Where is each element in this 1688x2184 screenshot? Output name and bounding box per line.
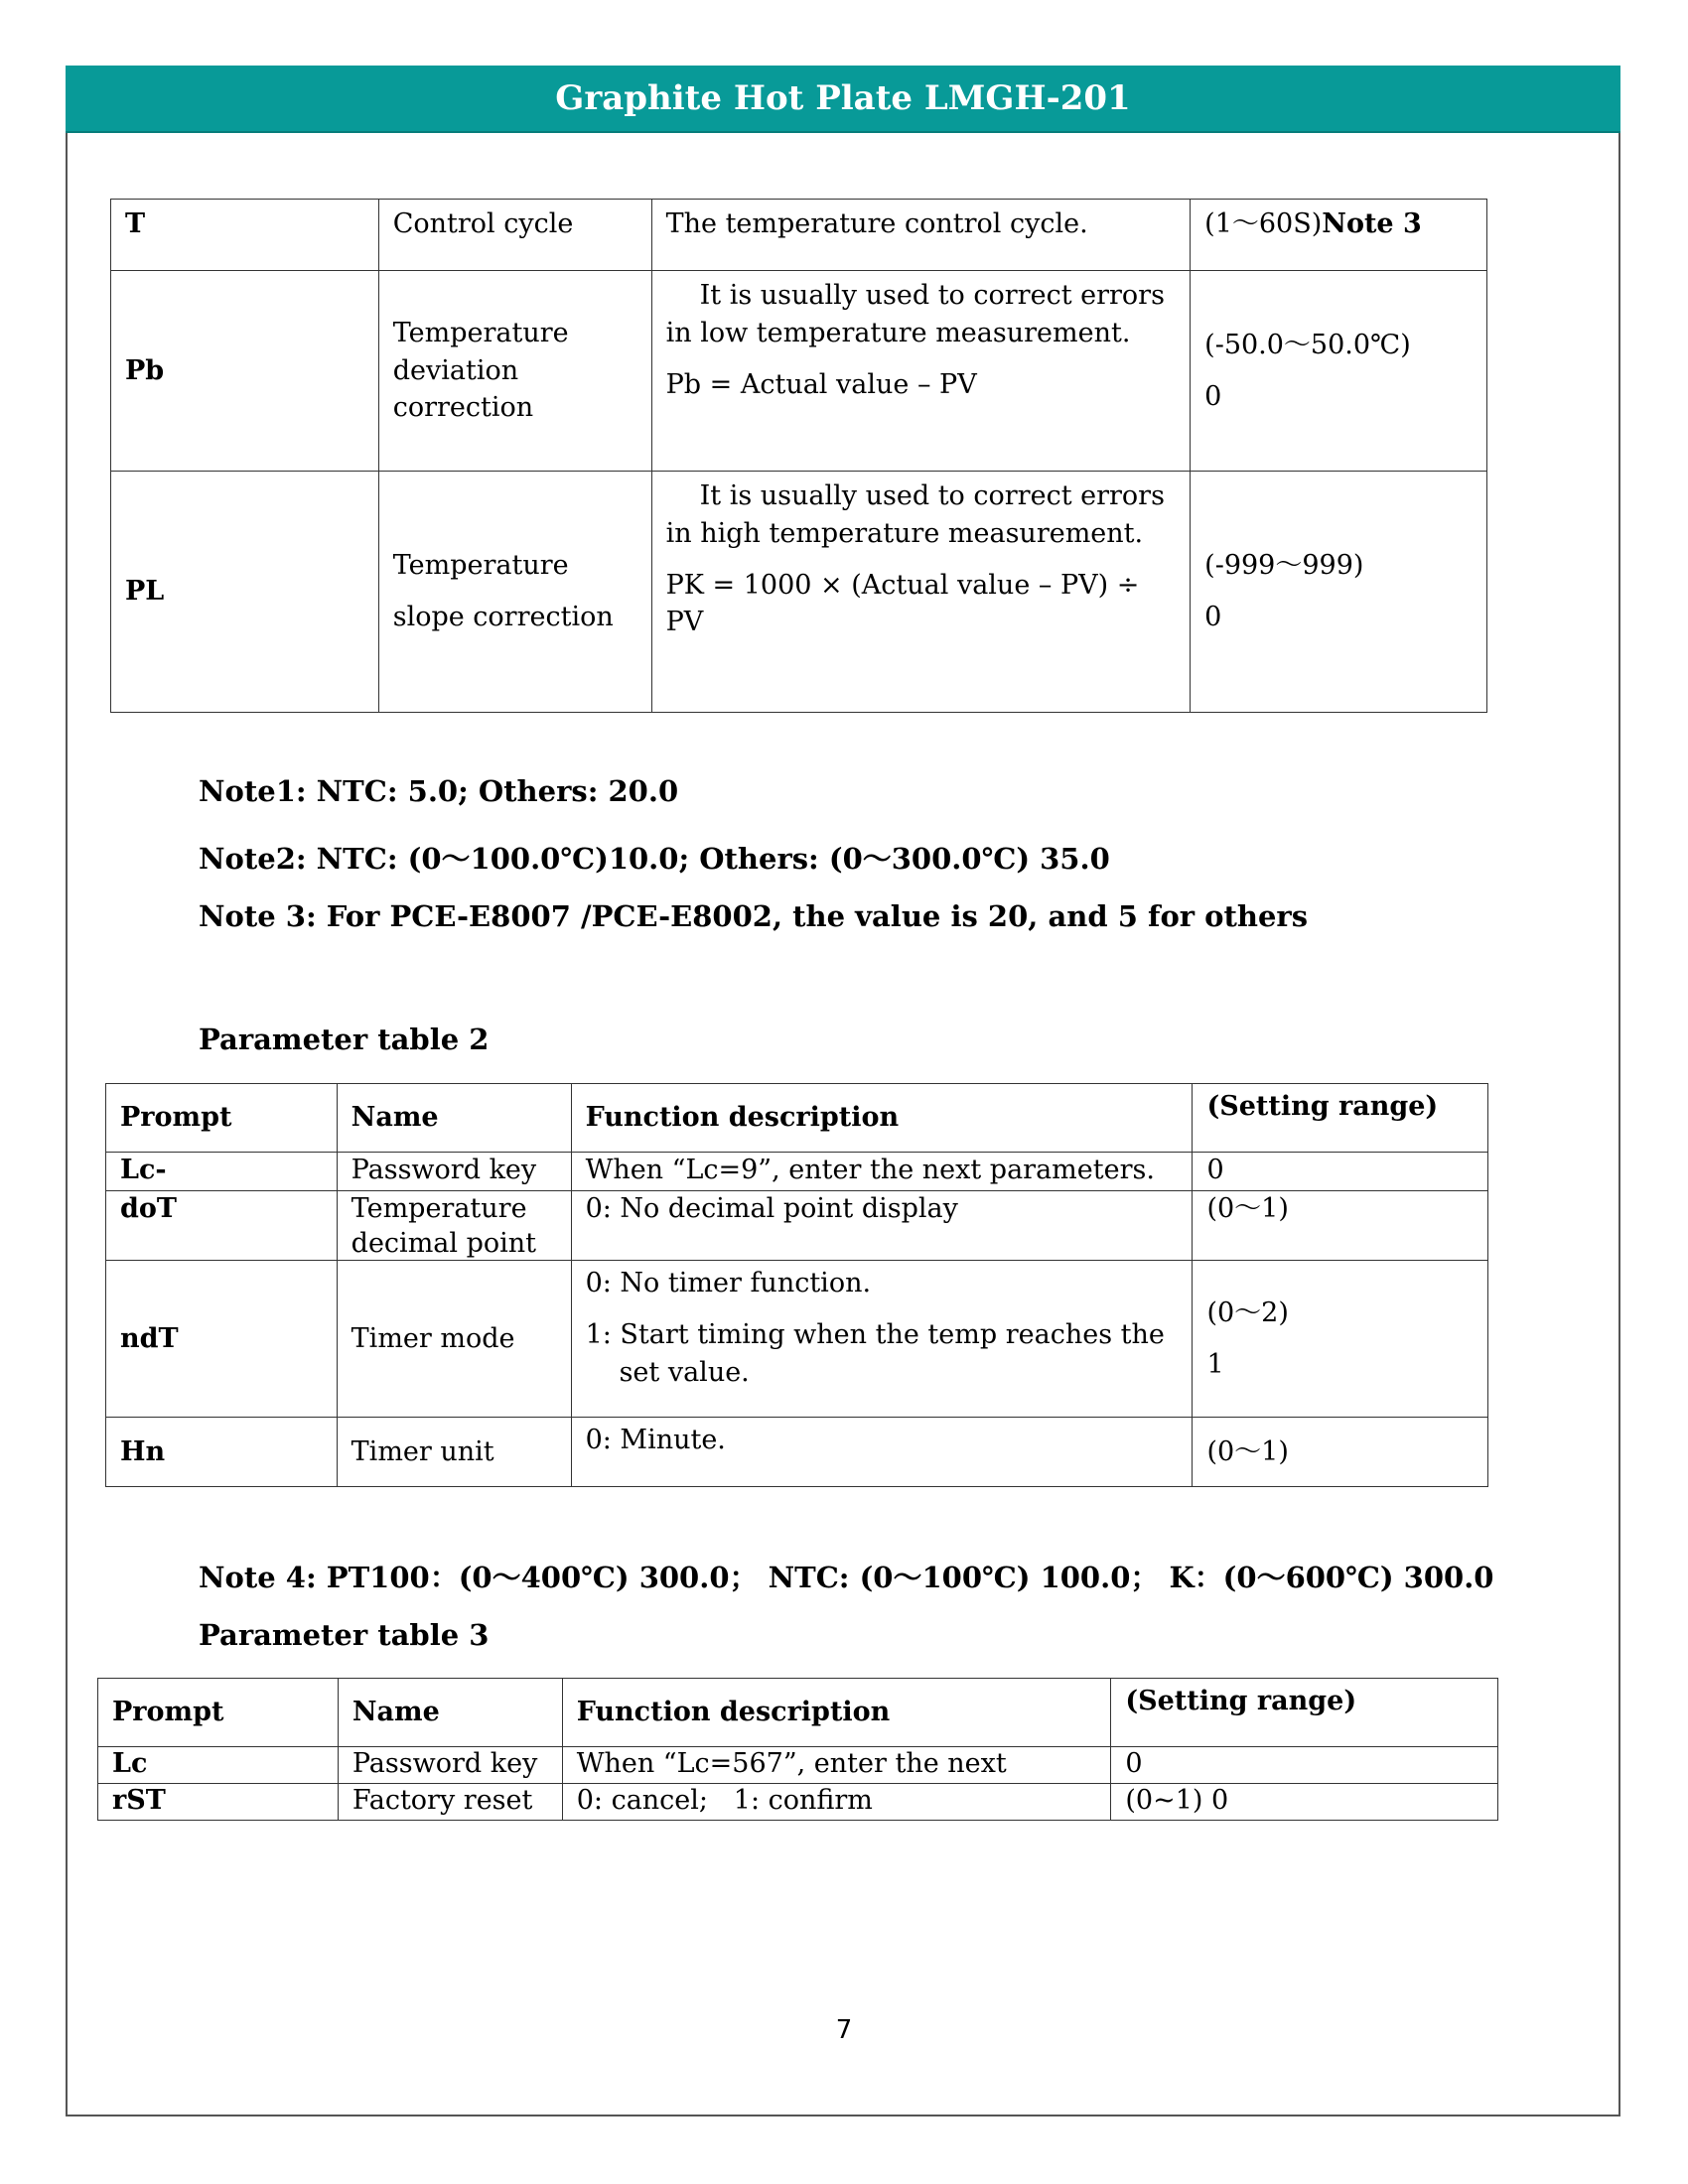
name-text: Temperature decimal point <box>351 1193 537 1259</box>
name-cell <box>378 472 651 713</box>
table-row <box>106 1153 1488 1191</box>
prompt-cell: Pb <box>111 271 379 472</box>
range-cell: 0 <box>1193 1153 1488 1191</box>
note-3: Note 3: For PCE-E8007 /PCE-E8002, the value is 20, and 5 for others <box>199 899 1309 933</box>
default-value: 0 <box>1204 602 1222 632</box>
range-cell: 0 <box>1111 1747 1498 1784</box>
description-text: It is usually used to correct errors in low temperature measurement. <box>665 280 1165 348</box>
column-header-range: (Setting range) <box>1111 1679 1498 1747</box>
range-cell <box>1191 472 1487 713</box>
name-cell: Password key <box>338 1747 562 1784</box>
column-header-range: (Setting range) <box>1193 1084 1488 1153</box>
range-value: (1～60S) <box>1204 208 1323 239</box>
description-cell: 0: cancel; 1: confirm <box>562 1784 1111 1821</box>
description-cell: 0: No decimal point display <box>571 1191 1193 1261</box>
description-cell: The temperature control cycle. <box>651 200 1191 271</box>
description-cell: When “Lc=9”, enter the next parameters. <box>571 1153 1193 1191</box>
note-4: Note 4: PT100：(0～400℃) 300.0； NTC: (0～100℃) 100.0； K：(0～600℃) 300.0 <box>199 1561 1494 1594</box>
column-header-description: Function description <box>571 1084 1193 1153</box>
column-header-name: Name <box>337 1084 571 1153</box>
description-cell: 0: Minute. <box>571 1418 1193 1487</box>
description-cell: When “Lc=567”, enter the next <box>562 1747 1111 1784</box>
prompt-cell: ndT <box>106 1261 338 1418</box>
default-value: 0 <box>1204 380 1222 412</box>
name-cell: Timer unit <box>337 1418 571 1487</box>
prompt-cell: Hn <box>106 1418 338 1487</box>
table-header-row <box>98 1679 1498 1747</box>
name-cell: Factory reset <box>338 1784 562 1821</box>
formula-text: PK = 1000 × (Actual value – PV) ÷ PV <box>665 569 1140 638</box>
column-header-description: Function description <box>562 1679 1111 1747</box>
table-row <box>111 472 1487 713</box>
range-note: Note 3 <box>1322 208 1422 239</box>
range-value: (-50.0～50.0℃) <box>1204 329 1411 360</box>
prompt-cell: doT <box>106 1191 338 1261</box>
table-2-title: Parameter table 2 <box>199 1023 490 1056</box>
default-value: 1 <box>1206 1348 1224 1380</box>
note-1: Note1: NTC: 5.0; Others: 20.0 <box>199 774 679 808</box>
description-text: It is usually used to correct errors in high temperature measurement. <box>665 480 1165 549</box>
range-cell: (0~1) 0 <box>1111 1784 1498 1821</box>
table-header-row <box>106 1084 1488 1153</box>
table-row <box>111 271 1487 472</box>
name-line: Temperature <box>392 550 569 582</box>
prompt-cell: rST <box>98 1784 339 1821</box>
prompt-cell: Lc- <box>106 1153 338 1191</box>
column-header-prompt: Prompt <box>98 1679 339 1747</box>
range-cell: (0～1) <box>1193 1191 1488 1261</box>
note-2: Note2: NTC: (0～100.0℃)10.0; Others: (0～300.0℃) 35.0 <box>199 842 1110 876</box>
page-number: 7 <box>835 2015 853 2045</box>
description-line: 1: Start timing when the temp reaches the set value. <box>585 1318 1165 1388</box>
name-cell <box>337 1191 571 1261</box>
parameter-table-2 <box>105 1083 1488 1487</box>
range-value: (0～2) <box>1206 1297 1289 1328</box>
prompt-cell: T <box>111 200 379 271</box>
column-header-name: Name <box>338 1679 562 1747</box>
document-header <box>66 66 1620 133</box>
table-3-title: Parameter table 3 <box>199 1618 490 1652</box>
prompt-cell: Lc <box>98 1747 339 1784</box>
table-row <box>98 1747 1498 1784</box>
range-cell: (0～1) <box>1193 1418 1488 1487</box>
description-line: 0: No timer function. <box>585 1268 872 1298</box>
document-title: Graphite Hot Plate LMGH-201 <box>555 78 1131 118</box>
range-cell <box>1191 271 1487 472</box>
parameter-table-1 <box>110 199 1487 713</box>
table-row <box>106 1418 1488 1487</box>
table-row <box>106 1191 1488 1261</box>
name-cell: Temperature deviation correction <box>378 271 651 472</box>
table-row <box>111 200 1487 271</box>
range-cell <box>1193 1261 1488 1418</box>
table-row <box>98 1784 1498 1821</box>
name-cell: Timer mode <box>337 1261 571 1418</box>
range-cell <box>1191 200 1487 271</box>
range-value: (-999～999) <box>1204 550 1364 582</box>
name-cell: Password key <box>337 1153 571 1191</box>
formula-text: Pb = Actual value – PV <box>665 368 977 400</box>
parameter-table-3 <box>97 1678 1498 1821</box>
name-line: slope correction <box>392 602 614 632</box>
description-cell <box>651 472 1191 713</box>
name-cell: Control cycle <box>378 200 651 271</box>
column-header-prompt: Prompt <box>106 1084 338 1153</box>
description-cell <box>651 271 1191 472</box>
prompt-cell: PL <box>111 472 379 713</box>
description-cell <box>571 1261 1193 1418</box>
table-row <box>106 1261 1488 1418</box>
